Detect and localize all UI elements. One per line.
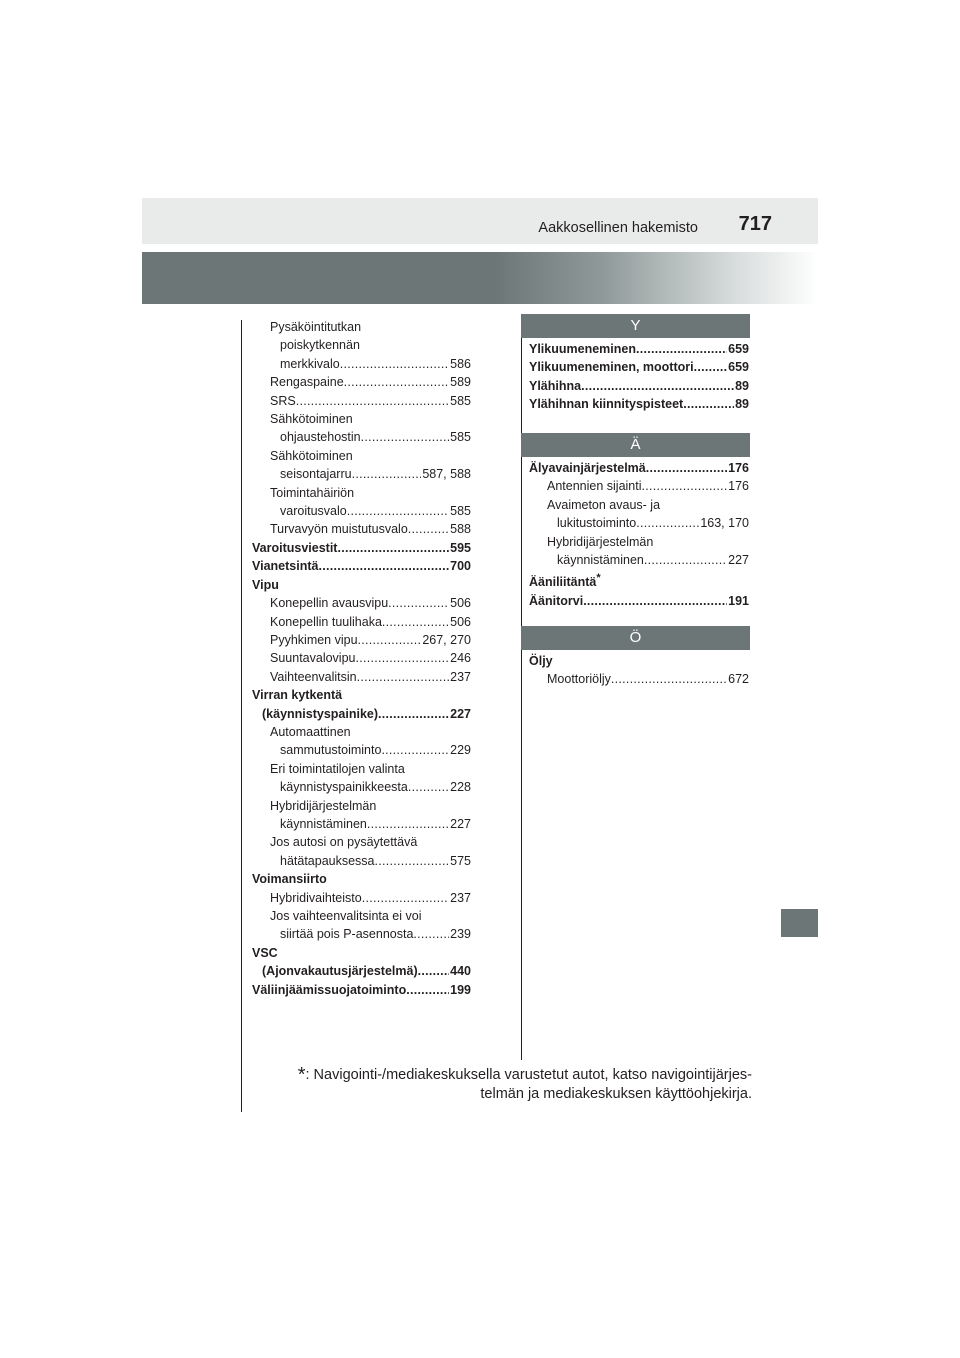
entry-text: Sähkötoiminen	[270, 448, 353, 463]
index-entry	[252, 870, 471, 888]
entry-text: Turvavyön muistutusvalo	[270, 522, 408, 537]
section-entries-1	[529, 459, 749, 610]
entry-page: 440	[450, 964, 471, 979]
index-entry	[252, 410, 471, 428]
entry-text: Ylähihna	[529, 378, 582, 393]
entry-page: 700	[450, 559, 471, 574]
entry-page: 575	[450, 853, 471, 868]
entry-text: Pysäköintitutkan	[270, 320, 362, 334]
index-entry	[252, 778, 471, 796]
leader-dots	[367, 815, 449, 833]
entry-text: sammutustoiminto	[280, 743, 382, 758]
entry-text: Voimansiirto	[252, 872, 327, 887]
index-entry	[252, 797, 471, 815]
leader-dots	[340, 355, 449, 373]
entry-text: hätätapauksessa	[280, 853, 375, 868]
footnote-ref: *	[596, 572, 601, 585]
entry-page: 659	[728, 342, 749, 356]
index-entry	[252, 833, 471, 851]
page-header	[142, 198, 818, 244]
entry-page: 506	[450, 596, 471, 611]
index-entry	[529, 340, 749, 358]
entry-text: Varoitusviestit	[252, 540, 338, 555]
entry-text: Pyyhkimen vipu	[270, 632, 358, 647]
index-entry	[529, 496, 749, 514]
index-entry	[252, 925, 471, 943]
section-entries-2	[529, 652, 749, 689]
entry-text: Ääniliitäntä	[529, 575, 597, 590]
index-entry	[252, 576, 471, 594]
index-entry	[252, 428, 471, 446]
index-entry	[252, 686, 471, 704]
leader-dots	[408, 778, 449, 796]
index-entry	[529, 358, 749, 376]
index-entry	[252, 484, 471, 502]
entry-page: 588	[450, 522, 471, 537]
entry-text: Automaattinen	[270, 724, 351, 739]
leader-dots	[296, 392, 449, 410]
index-entry	[252, 741, 471, 759]
index-entry	[252, 594, 471, 612]
leader-dots	[358, 631, 422, 649]
entry-text: Öljy	[529, 654, 553, 668]
entry-text: ohjaustehostin	[280, 430, 361, 445]
entry-text: seisontajarru	[280, 467, 352, 482]
entry-page: 672	[728, 672, 749, 687]
section-header-0: Y	[521, 314, 750, 338]
middle-divider	[521, 320, 522, 1060]
index-entry	[529, 514, 749, 532]
entry-text: Antennien sijainti	[547, 479, 642, 494]
entry-page: 229	[450, 743, 471, 758]
entry-page: 239	[450, 927, 471, 942]
footnote	[270, 1066, 752, 1104]
index-entry	[252, 336, 471, 354]
index-entry	[252, 392, 471, 410]
leader-dots	[378, 705, 449, 723]
entry-text: käynnistyspainikkeesta	[280, 780, 408, 795]
entry-text: VSC	[252, 945, 278, 960]
index-entry	[252, 539, 471, 557]
index-left-column	[252, 318, 471, 999]
leader-dots	[583, 592, 727, 610]
leader-dots	[361, 428, 450, 446]
index-entry	[252, 502, 471, 520]
entry-text: (Ajonvakautusjärjestelmä)	[262, 964, 418, 979]
entry-page: 191	[728, 594, 749, 608]
index-entry	[529, 377, 749, 395]
entry-page: 227	[450, 816, 471, 831]
leader-dots	[337, 539, 449, 557]
entry-text: Väliinjäämissuojatoiminto	[252, 982, 407, 997]
entry-text: Hybridijärjestelmän	[547, 534, 654, 549]
section-entries-0	[529, 340, 749, 414]
index-entry	[252, 613, 471, 631]
entry-text: Hybridivaihteisto	[270, 890, 362, 905]
entry-text: (käynnistyspainike)	[262, 706, 379, 721]
entry-text: merkkivalo	[280, 356, 340, 371]
index-entry	[252, 465, 471, 483]
index-entry	[252, 760, 471, 778]
leader-dots	[347, 502, 449, 520]
section-header-1: Ä	[521, 433, 750, 457]
entry-page: 267, 270	[422, 632, 471, 647]
entry-page: 595	[450, 540, 471, 555]
index-entry	[252, 907, 471, 925]
page-number: 717	[738, 213, 772, 235]
index-entry	[252, 962, 471, 980]
footnote-line-2: telmän ja mediakeskuksen käyttöohjekirja.	[480, 1086, 752, 1102]
index-entry	[252, 723, 471, 741]
entry-text: Eri toimintatilojen valinta	[270, 761, 405, 776]
index-entry	[529, 395, 749, 413]
chapter-tab[interactable]	[781, 909, 818, 937]
index-entry	[529, 569, 749, 592]
index-entry	[252, 318, 471, 336]
leader-dots	[408, 520, 449, 538]
entry-text: siirtää pois P-asennosta	[280, 927, 414, 942]
entry-page: 176	[728, 479, 749, 494]
index-entry	[529, 533, 749, 551]
entry-text: poiskytkennän	[280, 338, 360, 353]
entry-page: 585	[450, 393, 471, 408]
index-entry	[529, 551, 749, 569]
index-entry	[252, 668, 471, 686]
leader-dots	[644, 551, 727, 569]
index-entry	[252, 355, 471, 373]
entry-page: 89	[735, 397, 749, 412]
leader-dots	[636, 340, 727, 358]
index-entry	[529, 652, 749, 670]
entry-text: SRS	[270, 393, 296, 408]
entry-page: 246	[450, 651, 471, 666]
entry-page: 585	[450, 430, 471, 445]
leader-dots	[352, 465, 422, 483]
index-entry	[529, 670, 749, 688]
entry-page: 586	[450, 356, 471, 371]
leader-dots	[636, 514, 699, 532]
entry-text: Hybridijärjestelmän	[270, 798, 377, 813]
index-entry	[252, 981, 471, 999]
entry-text: Vipu	[252, 577, 279, 592]
index-entry	[529, 477, 749, 495]
index-entry	[252, 447, 471, 465]
leader-dots	[375, 852, 450, 870]
entry-text: Virran kytkentä	[252, 688, 343, 703]
leader-dots	[611, 670, 727, 688]
entry-page: 506	[450, 614, 471, 629]
entry-text: Toimintahäiriön	[270, 485, 355, 500]
leader-dots	[362, 889, 449, 907]
index-entry	[252, 520, 471, 538]
leader-dots	[413, 925, 449, 943]
section-header-2: Ö	[521, 626, 750, 650]
entry-text: Jos autosi on pysäytettävä	[270, 835, 418, 850]
entry-text: Älyavainjärjestelmä	[529, 461, 646, 475]
entry-page: 227	[450, 706, 471, 721]
index-entry	[529, 592, 749, 610]
entry-page: 587, 588	[422, 467, 471, 482]
index-entry	[252, 944, 471, 962]
left-divider	[241, 320, 242, 1112]
entry-text: Rengaspaine	[270, 375, 344, 390]
entry-page: 659	[728, 360, 749, 375]
leader-dots	[694, 358, 728, 376]
index-entry	[252, 557, 471, 575]
entry-page: 228	[450, 780, 471, 795]
entry-page: 163, 170	[700, 516, 749, 531]
index-entry	[252, 705, 471, 723]
entry-text: Ylikuumeneminen	[529, 342, 636, 356]
index-entry	[252, 373, 471, 391]
entry-text: Jos vaihteenvalitsinta ei voi	[270, 909, 422, 923]
entry-text: Konepellin tuulihaka	[270, 614, 382, 629]
entry-text: Moottoriöljy	[547, 672, 611, 687]
entry-page: 199	[450, 982, 471, 997]
entry-text: lukitustoiminto	[557, 516, 637, 531]
footnote-mark: *	[297, 1064, 306, 1086]
entry-page: 585	[450, 504, 471, 519]
entry-text: Vaihteenvalitsin	[270, 669, 357, 684]
leader-dots	[355, 649, 449, 667]
index-entry	[252, 815, 471, 833]
leader-dots	[642, 477, 728, 495]
leader-dots	[406, 981, 449, 999]
entry-page: 89	[735, 378, 749, 393]
entry-text: varoitusvalo	[280, 504, 347, 519]
entry-text: käynnistäminen	[280, 816, 367, 831]
leader-dots	[388, 594, 449, 612]
leader-dots	[581, 377, 734, 395]
index-entry	[252, 852, 471, 870]
entry-text: käynnistäminen	[557, 553, 644, 568]
entry-page: 237	[450, 669, 471, 684]
index-entry	[252, 631, 471, 649]
entry-text: Sähkötoiminen	[270, 412, 353, 427]
leader-dots	[683, 395, 734, 413]
leader-dots	[357, 668, 450, 686]
leader-dots	[646, 459, 727, 477]
entry-text: Vianetsintä	[252, 559, 319, 574]
entry-text: Äänitorvi	[529, 594, 584, 608]
entry-page: 237	[450, 890, 471, 905]
leader-dots	[381, 741, 449, 759]
entry-page: 227	[728, 553, 749, 568]
footnote-line-1: : Navigointi-/mediakeskuksella varustetut autot, katso navigointijärjes-	[305, 1067, 752, 1083]
entry-page: 176	[728, 461, 749, 475]
header-band	[142, 252, 818, 304]
entry-text: Ylähihnan kiinnityspisteet	[529, 397, 684, 412]
entry-text: Avaimeton avaus- ja	[547, 497, 661, 512]
leader-dots	[418, 962, 450, 980]
leader-dots	[344, 373, 449, 391]
entry-text: Konepellin avausvipu	[270, 596, 389, 611]
entry-text: Ylikuumeneminen, moottori	[529, 360, 694, 375]
index-entry	[252, 889, 471, 907]
leader-dots	[382, 613, 449, 631]
entry-page: 589	[450, 375, 471, 390]
entry-text: Suuntavalovipu	[270, 651, 356, 666]
leader-dots	[318, 557, 449, 575]
header-title: Aakkosellinen hakemisto	[538, 220, 698, 236]
index-entry	[252, 649, 471, 667]
index-entry	[529, 459, 749, 477]
